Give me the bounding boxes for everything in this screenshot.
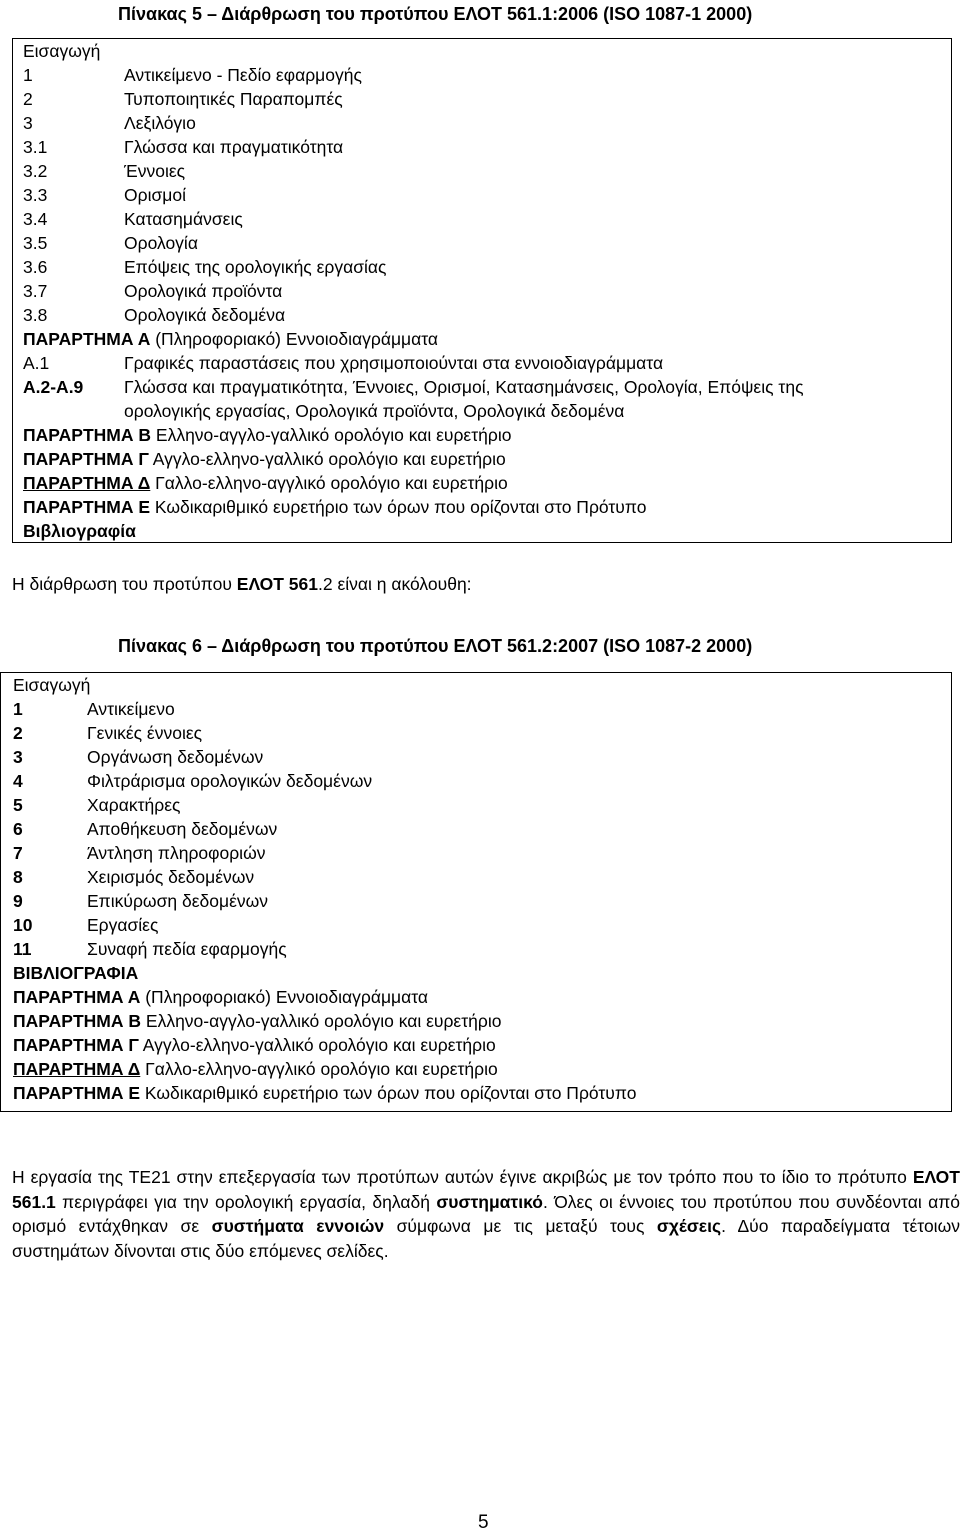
- t6-row-text: Εργασίες: [87, 915, 159, 935]
- t5-row-text: Αντικείμενο - Πεδίο εφαρμογής: [124, 65, 362, 85]
- t6-row-num: 10: [13, 915, 33, 935]
- t5-row-text: Ορολογικά προϊόντα: [124, 281, 283, 301]
- t5-row-text: Γλώσσα και πραγματικότητα: [124, 137, 344, 157]
- t5-row-num: Α.2-Α.9: [23, 377, 84, 397]
- appendix-text: Γαλλο-ελληνο-αγγλικό ορολόγιο και ευρετήριο: [155, 473, 508, 493]
- appendix-text: Κωδικαριθμικό ευρετήριο των όρων που ορίζονται στο Πρότυπο: [154, 497, 647, 517]
- t5-row-num: 3.4: [23, 209, 48, 229]
- t5-row-num: 3.3: [23, 185, 48, 205]
- t5-row-text: Ορολογικά δεδομένα: [124, 305, 286, 325]
- t5-row-num: 3: [23, 113, 33, 133]
- appendix-label: ΠΑΡΑΡΤΗΜΑ Ε: [13, 1083, 141, 1103]
- bibliography-label: Βιβλιογραφία: [23, 521, 136, 541]
- appendix-label: ΠΑΡΑΡΤΗΜΑ Δ: [23, 473, 151, 493]
- appendix-label: ΠΑΡΑΡΤΗΜΑ Α: [13, 987, 141, 1007]
- t6-row-num: 6: [13, 819, 23, 839]
- appendix-text: Ελληνο-αγγλο-γαλλικό ορολόγιο και ευρετήριο: [145, 1011, 502, 1031]
- t5-row-text: Επόψεις της ορολογικής εργασίας: [124, 257, 387, 277]
- t6-intro-label: Εισαγωγή: [13, 675, 91, 695]
- t5-row-text: Γραφικές παραστάσεις που χρησιμοποιούνται στα εννοιοδιαγράμματα: [124, 353, 664, 373]
- body-paragraph: Η εργασία της ΤΕ21 στην επεξεργασία των προτύπων αυτών έγινε ακριβώς με τον τρόπο που το ίδιο το πρότυπο ΕΛΟΤ 561.1 περιγράφει για την ορολογική εργασία, δηλαδή συστηματικό. Όλες οι έννοιες του προτύπου που συνδέονται από ορισμό εντάχθηκαν σε συστήματα εννοιών σύμφωνα με τις μεταξύ τους σχέσεις. Δύο παραδείγματα τέτοιων συστημάτων δίνονται στις δύο επόμενες σελίδες.: [12, 1167, 960, 1261]
- t6-row-text: Επικύρωση δεδομένων: [87, 891, 269, 911]
- t6-row-text: Οργάνωση δεδομένων: [87, 747, 264, 767]
- appendix-text: (Πληροφοριακό) Εννοιοδιαγράμματα: [145, 987, 429, 1007]
- t6-row-num: 9: [13, 891, 23, 911]
- intro-sentence: Η διάρθρωση του προτύπου ΕΛΟΤ 561.2 είναι η ακόλουθη:: [12, 574, 472, 594]
- t6-row-text: Άντληση πληροφοριών: [87, 843, 266, 863]
- t6-row-num: 4: [13, 771, 23, 791]
- appendix-label: ΠΑΡΑΡΤΗΜΑ Β: [13, 1011, 142, 1031]
- appendix-label: ΠΑΡΑΡΤΗΜΑ Γ: [13, 1035, 139, 1055]
- appendix-label: ΠΑΡΑΡΤΗΜΑ Β: [23, 425, 152, 445]
- t5-row-num: 3.6: [23, 257, 48, 277]
- t5-row-text: Ορολογία: [124, 233, 198, 253]
- appendix-label: ΠΑΡΑΡΤΗΜΑ Δ: [13, 1059, 141, 1079]
- t5-row-text: Κατασημάνσεις: [124, 209, 243, 229]
- t5-row-num: 3.7: [23, 281, 48, 301]
- t6-row-num: 2: [13, 723, 23, 743]
- t6-row-text: Γενικές έννοιες: [87, 723, 203, 743]
- appendix-label: ΠΑΡΑΡΤΗΜΑ Α: [23, 329, 151, 349]
- appendix-text: Αγγλο-ελληνο-γαλλικό ορολόγιο και ευρετήριο: [142, 1035, 496, 1055]
- t6-row-num: 11: [13, 939, 32, 959]
- t6-row-num: 7: [13, 843, 23, 863]
- appendix-text: Κωδικαριθμικό ευρετήριο των όρων που ορίζονται στο Πρότυπο: [144, 1083, 637, 1103]
- t5-row-num: 3.1: [23, 137, 48, 157]
- table6-box: [0, 672, 952, 1112]
- appendix-text: Αγγλο-ελληνο-γαλλικό ορολόγιο και ευρετήριο: [152, 449, 506, 469]
- appendix-label: ΠΑΡΑΡΤΗΜΑ Γ: [23, 449, 149, 469]
- t6-row-text: Χειρισμός δεδομένων: [87, 867, 255, 887]
- t6-row-num: 8: [13, 867, 23, 887]
- bibliography-label: ΒΙΒΛΙΟΓΡΑΦΙΑ: [13, 963, 139, 983]
- t6-row-text: Αποθήκευση δεδομένων: [87, 819, 278, 839]
- t5-row-num: 2: [23, 89, 33, 109]
- t5-row-text: Ορισμοί: [124, 185, 186, 205]
- t6-row-num: 1: [13, 699, 23, 719]
- t5-row-text: ορολογικής εργασίας, Ορολογικά προϊόντα, Ορολογικά δεδομένα: [124, 401, 625, 421]
- t5-row-text: Λεξιλόγιο: [124, 113, 196, 133]
- appendix-text: Γαλλο-ελληνο-αγγλικό ορολόγιο και ευρετήριο: [145, 1059, 498, 1079]
- table6-title: Πίνακας 6 – Διάρθρωση του προτύπου ΕΛΟΤ 561.2:2007 (ISO 1087-2 2000): [118, 636, 753, 656]
- t5-row-num: 1: [23, 65, 33, 85]
- page-number: 5: [478, 1512, 489, 1533]
- table5-title: Πίνακας 5 – Διάρθρωση του προτύπου ΕΛΟΤ 561.1:2006 (ISO 1087-1 2000): [118, 4, 753, 24]
- appendix-label: ΠΑΡΑΡΤΗΜΑ Ε: [23, 497, 151, 517]
- t5-row-num: Α.1: [23, 353, 50, 373]
- t5-row-text: Τυποποιητικές Παραπομπές: [124, 89, 343, 109]
- t5-row-text: Έννοιες: [124, 161, 186, 181]
- appendix-text: Ελληνο-αγγλο-γαλλικό ορολόγιο και ευρετήριο: [155, 425, 512, 445]
- t5-row-num: 3.8: [23, 305, 48, 325]
- t6-row-num: 3: [13, 747, 23, 767]
- t6-row-text: Αντικείμενο: [87, 699, 175, 719]
- t5-intro-label: Εισαγωγή: [23, 41, 101, 61]
- t6-row-text: Χαρακτήρες: [87, 795, 181, 815]
- table5-box: [12, 38, 952, 543]
- t5-row-num: 3.5: [23, 233, 48, 253]
- t6-row-text: Συναφή πεδία εφαρμογής: [87, 939, 287, 959]
- t5-row-text: Γλώσσα και πραγματικότητα, Έννοιες, Ορισμοί, Κατασημάνσεις, Ορολογία, Επόψεις της: [124, 377, 804, 397]
- t5-row-num: 3.2: [23, 161, 48, 181]
- t6-row-num: 5: [13, 795, 23, 815]
- t6-row-text: Φιλτράρισμα ορολογικών δεδομένων: [87, 771, 373, 791]
- appendix-text: (Πληροφοριακό) Εννοιοδιαγράμματα: [155, 329, 439, 349]
